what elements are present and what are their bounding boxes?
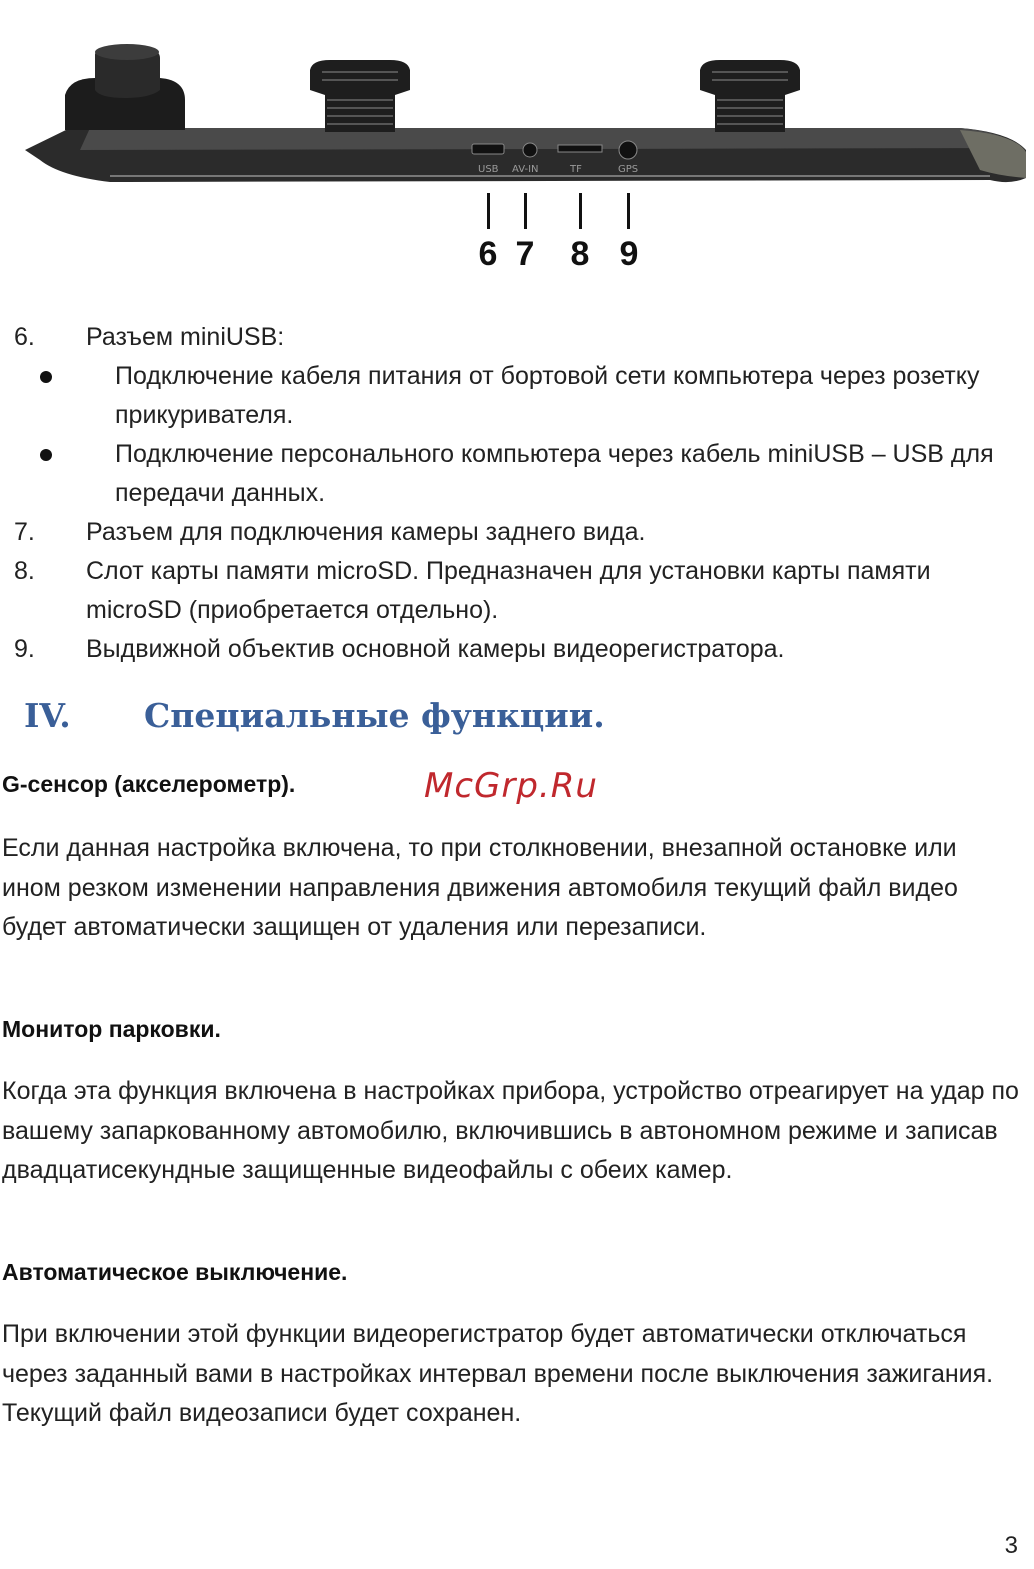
bullet-text: Подключение персонального компьютера через кабель miniUSB – USB для передачи данных.: [115, 440, 994, 507]
parking-heading: Монитор парковки.: [2, 1016, 221, 1042]
callout-6: 6: [478, 235, 498, 273]
device-illustration: [0, 0, 1034, 200]
watermark: McGrp.Ru: [424, 766, 598, 806]
port-label-gps: GPS: [618, 164, 639, 175]
bullet-text: Подключение кабеля питания от бортовой сети компьютера через розетку прикуривателя.: [115, 362, 980, 429]
list-item-8: [0, 552, 1034, 630]
parking-paragraph: Когда эта функция включена в настройках прибора, устройство отреагирует на удар по вашему запаркованному автомобилю, включившись в автономном режиме и записав двадцатисекундные защищенные видеофайлы с обеих камер.: [2, 1077, 1019, 1184]
list-number: 7.: [14, 518, 35, 546]
port-label-usb: USB: [478, 164, 499, 175]
list-item-6: [0, 318, 1034, 357]
port-label-avin: AV-IN: [512, 164, 539, 175]
port-label-tf: TF: [570, 164, 582, 175]
autooff-paragraph: При включении этой функции видеорегистратор будет автоматически отключаться через заданный вами в настройках интервал времени после выключения зажигания. Текущий файл видеозаписи будет сохранен.: [2, 1320, 994, 1427]
list-item-7: [0, 513, 1034, 552]
bullet-item: [0, 357, 1034, 435]
page-number: 3: [1004, 1532, 1018, 1559]
callout-line-9: [627, 193, 630, 229]
bullet-dot-icon: [40, 449, 52, 461]
callout-8: 8: [570, 235, 590, 273]
list-number: 8.: [14, 557, 35, 585]
connector-list: [0, 318, 1034, 669]
list-item-text: Слот карты памяти microSD. Предназначен для установки карты памяти microSD (приобретается отдельно).: [86, 557, 931, 624]
callout-line-7: [524, 193, 527, 229]
callout-7: 7: [515, 235, 535, 273]
section-title: Специальные функции.: [144, 696, 605, 735]
gsensor-paragraph: Если данная настройка включена, то при столкновении, внезапной остановке или ином резком изменении направления движения автомобиля текущий файл видео будет автоматически защищен от удаления или перезаписи.: [2, 834, 958, 941]
list-item-9: [0, 630, 1034, 669]
callout-line-6: [487, 193, 490, 229]
bullet-item: [0, 435, 1034, 513]
bullet-dot-icon: [40, 371, 52, 383]
callout-line-8: [579, 193, 582, 229]
callout-9: 9: [619, 235, 639, 273]
list-number: 6.: [14, 323, 35, 351]
list-item-text: Выдвижной объектив основной камеры видеорегистратора.: [86, 635, 785, 663]
list-item-text: Разъем для подключения камеры заднего вида.: [86, 518, 646, 546]
autooff-heading: Автоматическое выключение.: [2, 1259, 348, 1285]
section-number: IV.: [24, 696, 71, 735]
list-number: 9.: [14, 635, 35, 663]
gsensor-heading: G-сенсор (акселерометр).: [2, 771, 296, 797]
list-item-text: Разъем miniUSB:: [86, 323, 285, 351]
device-figure: [0, 0, 1034, 290]
